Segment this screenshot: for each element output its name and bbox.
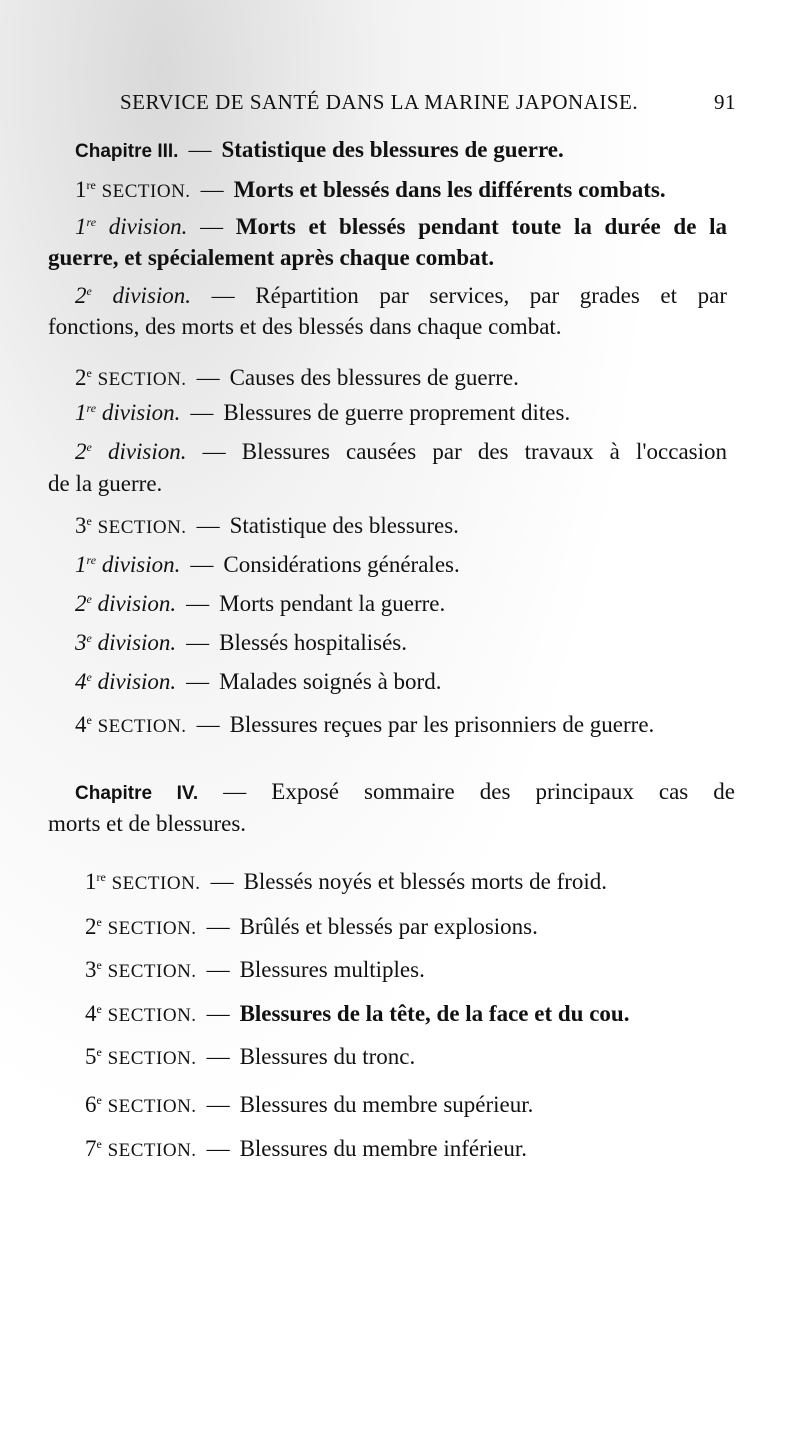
toc-entry: 1re division. — Morts et blessés pendant toute la durée de la	[75, 214, 728, 239]
toc-entry: 4e SECTION. — Blessures reçues par les prisonniers de guerre.	[75, 712, 655, 737]
toc-entry: 3e SECTION. — Statistique des blessures.	[75, 513, 459, 538]
chapter-4-title-continued: morts et de blessures.	[48, 811, 247, 836]
toc-entry: 3e SECTION. — Blessures multiples.	[85, 957, 425, 982]
toc-entry: 6e SECTION. — Blessures du membre supérieur.	[85, 1092, 534, 1117]
toc-entry-continued: guerre, et spécialement après chaque combat.	[48, 245, 495, 270]
toc-entry: 2e SECTION. — Brûlés et blessés par explosions.	[85, 914, 538, 939]
toc-entry: 2e division. — Blessures causées par des travaux à l'occasion	[75, 439, 727, 464]
toc-entry: 2e division. — Morts pendant la guerre.	[75, 591, 446, 616]
toc-entry: 4e division. — Malades soignés à bord.	[75, 669, 442, 694]
running-title: SERVICE DE SANTÉ DANS LA MARINE JAPONAISE.	[120, 90, 639, 114]
toc-entry: 7e SECTION. — Blessures du membre inférieur.	[85, 1136, 527, 1161]
chapter-3-title: Statistique des blessures de guerre.	[221, 137, 564, 162]
toc-entry: 3e division. — Blessés hospitalisés.	[75, 630, 408, 655]
toc-entry: 2e SECTION. — Causes des blessures de guerre.	[75, 365, 519, 390]
toc-entry: 1re SECTION. — Blessés noyés et blessés morts de froid.	[85, 869, 608, 894]
chapter-3-heading: Chapitre III. — Statistique des blessures de guerre.	[75, 137, 564, 162]
chapter-4-title: Exposé sommaire des principaux cas de	[271, 779, 736, 804]
toc-entry: 5e SECTION. — Blessures du tronc.	[85, 1044, 416, 1069]
toc-entry-continued: fonctions, des morts et des blessés dans chaque combat.	[48, 314, 562, 339]
toc-entry: 4e SECTION. — Blessures de la tête, de la face et du cou.	[85, 1001, 630, 1026]
toc-entry: 2e division. — Répartition par services, par grades et par	[75, 283, 728, 308]
toc-entry: 1re SECTION. — Morts et blessés dans les différents combats.	[75, 177, 666, 202]
toc-entry-continued: de la guerre.	[48, 471, 163, 496]
toc-entry: 1re division. — Blessures de guerre proprement dites.	[75, 400, 571, 425]
toc-entry: 1re division. — Considérations générales.	[75, 552, 460, 577]
page-number: 91	[714, 90, 736, 114]
chapter-4-heading: Chapitre IV. — Exposé sommaire des principaux cas de	[75, 779, 736, 804]
